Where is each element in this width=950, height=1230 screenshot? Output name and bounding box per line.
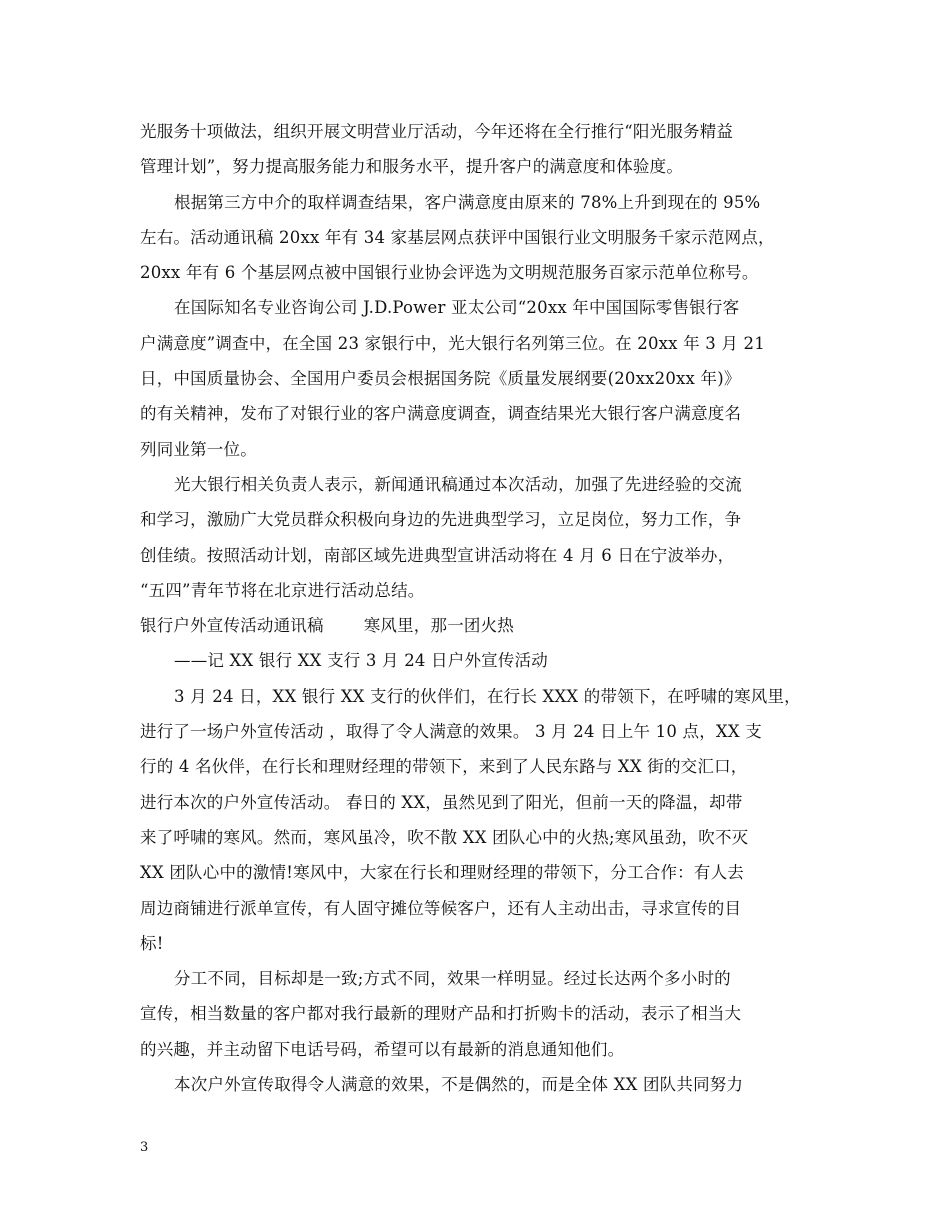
paragraph-start-line: 本次户外宣传取得令人满意的效果，不是偶然的，而是全体 XX 团队共同努力 [174, 1075, 744, 1095]
text-line: 列同业第一位。 [140, 439, 257, 459]
text-line: “五四”青年节将在北京进行活动总结。 [140, 580, 425, 600]
text-line: 日，中国质量协会、全国用户委员会根据国务院《质量发展纲要(20xx20xx 年)》 [140, 369, 741, 389]
text-line: 创佳绩。按照活动计划，南部区域先进典型宣讲活动将在 4 月 6 日在宁波举办， [140, 545, 735, 565]
section-subtitle: 寒风里，那一团火热 [363, 616, 515, 636]
paragraph-start-line: 在国际知名专业咨询公司 J.D.Power 亚太公司“20xx 年中国国际零售银行客 [174, 298, 740, 318]
text-line: 的有关精神，发布了对银行业的客户满意度调查，调查结果光大银行客户满意度名 [140, 404, 742, 424]
text-line: 和学习，激励广大党员群众积极向身边的先进典型学习，立足岗位，努力工作，争 [140, 510, 742, 530]
text-line: 20xx 年有 6 个基层网点被中国银行业协会评选为文明规范服务百家示范单位称号。 [140, 263, 759, 283]
text-line: 进行了一场户外宣传活动 ，取得了令人满意的效果。 3 月 24 日上午 10 点，XX 支 [140, 722, 762, 742]
text-line: 左右。活动通讯稿 20xx 年有 34 家基层网点获评中国银行业文明服务千家示范网点， [140, 227, 775, 247]
text-line: 宣传，相当数量的客户都对我行最新的理财产品和打折购卡的活动，表示了相当大 [140, 1004, 742, 1024]
text-line: 来了呼啸的寒风。然而，寒风虽冷，吹不散 XX 团队心中的火热;寒风虽劲，吹不灭 [140, 827, 749, 847]
paragraph-start-line: 3 月 24 日，XX 银行 XX 支行的伙伴们，在行长 XXX 的带领下，在呼啸的寒风里， [174, 686, 801, 706]
paragraph-start-line: 分工不同，目标却是一致;方式不同，效果一样明显。经过长达两个多小时的 [174, 969, 731, 989]
text-line: 管理计划”，努力提高服务能力和服务水平，提升客户的满意度和体验度。 [140, 157, 684, 177]
document-body [140, 114, 825, 1102]
text-line: 户满意度”调查中，在全国 23 家银行中，光大银行名列第三位。在 20xx 年 3 月 21 [140, 333, 765, 353]
text-line: 行的 4 名伙伴，在行长和理财经理的带领下，来到了人民东路与 XX 街的交汇口， [140, 757, 748, 777]
paragraph-start-line: 光大银行相关负责人表示，新闻通讯稿通过本次活动，加强了先进经验的交流 [174, 474, 742, 494]
text-line: 周边商铺进行派单宣传，有人固守摊位等候客户，还有人主动出击，寻求宣传的目 [140, 898, 742, 918]
text-line: 光服务十项做法，组织开展文明营业厅活动，今年还将在全行推行“阳光服务精益 [140, 122, 734, 141]
section-byline: ——记 XX 银行 XX 支行 3 月 24 日户外宣传活动 [174, 651, 548, 671]
section-title: 银行户外宣传活动通讯稿 [140, 616, 324, 636]
text-line: 的兴趣，并主动留下电话号码，希望可以有最新的消息通知他们。 [140, 1039, 625, 1059]
text-line: 标! [140, 933, 164, 953]
paragraph-start-line: 根据第三方中介的取样调查结果，客户满意度由原来的 78%上升到现在的 95% [174, 192, 761, 212]
page-number: 3 [140, 1140, 149, 1155]
section-title-line [140, 608, 825, 643]
text-line: 进行本次的户外宣传活动。 春日的 XX，虽然见到了阳光，但前一天的降温，却带 [140, 792, 743, 812]
text-line: XX 团队心中的激情!寒风中，大家在行长和理财经理的带领下，分工合作：有人去 [140, 863, 744, 883]
